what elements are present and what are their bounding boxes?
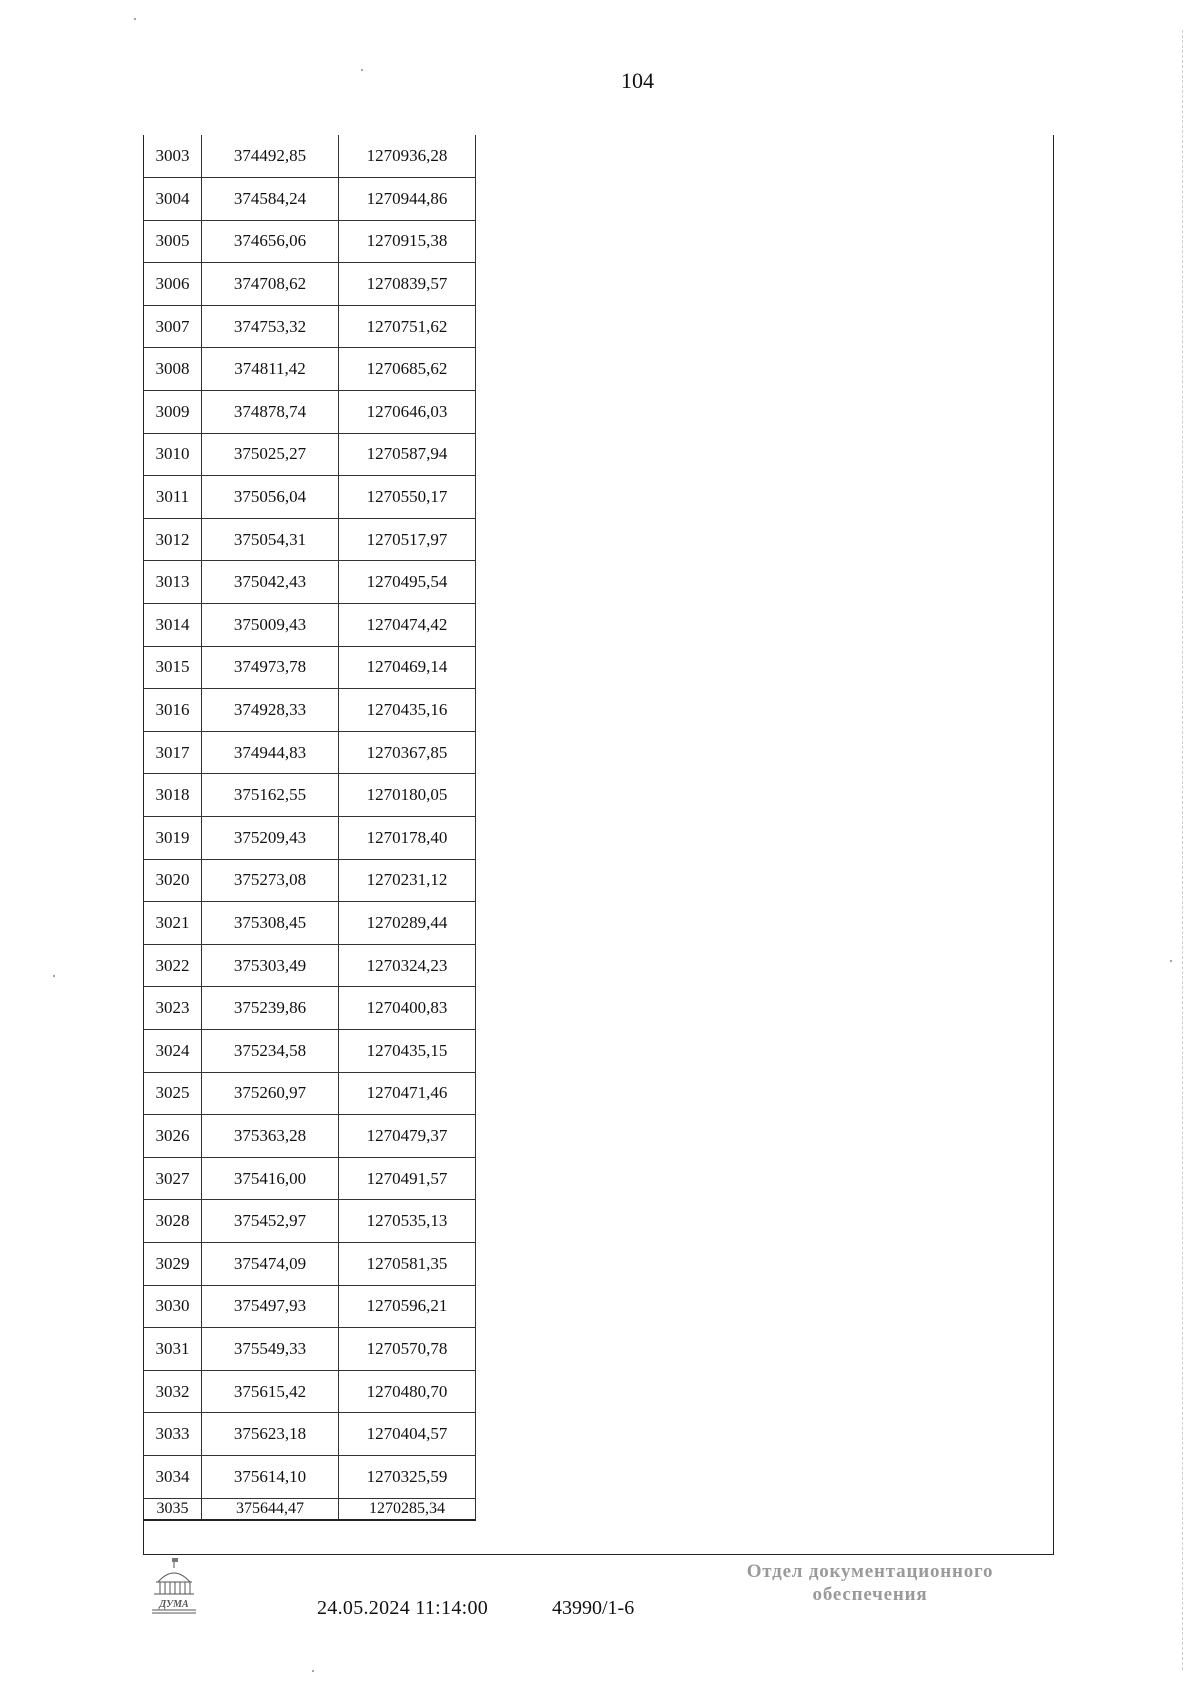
table-row [144, 348, 476, 391]
point-number-cell: 3007 [144, 305, 202, 348]
point-number-cell: 3017 [144, 731, 202, 774]
point-number-cell: 3019 [144, 817, 202, 860]
y-coordinate-cell: 1270285,34 [339, 1498, 476, 1520]
x-coordinate-cell: 375452,97 [202, 1200, 339, 1243]
table-row [144, 220, 476, 263]
y-coordinate-cell: 1270435,15 [339, 1029, 476, 1072]
y-coordinate-cell: 1270400,83 [339, 987, 476, 1030]
point-number-cell: 3008 [144, 348, 202, 391]
table-row [144, 1072, 476, 1115]
point-number-cell: 3005 [144, 220, 202, 263]
table-row [144, 518, 476, 561]
y-coordinate-cell: 1270479,37 [339, 1115, 476, 1158]
point-number-cell: 3004 [144, 178, 202, 221]
y-coordinate-cell: 1270480,70 [339, 1370, 476, 1413]
table-row [144, 1285, 476, 1328]
y-coordinate-cell: 1270944,86 [339, 178, 476, 221]
x-coordinate-cell: 375054,31 [202, 518, 339, 561]
print-datetime: 24.05.2024 11:14:00 [317, 1597, 489, 1619]
y-coordinate-cell: 1270839,57 [339, 263, 476, 306]
table-row [144, 987, 476, 1030]
document-number: 43990/1-6 [552, 1597, 635, 1619]
point-number-cell: 3030 [144, 1285, 202, 1328]
x-coordinate-cell: 375614,10 [202, 1455, 339, 1498]
x-coordinate-cell: 375623,18 [202, 1413, 339, 1456]
scan-speck [361, 69, 363, 71]
x-coordinate-cell: 375363,28 [202, 1115, 339, 1158]
x-coordinate-cell: 375209,43 [202, 817, 339, 860]
point-number-cell: 3024 [144, 1029, 202, 1072]
y-coordinate-cell: 1270495,54 [339, 561, 476, 604]
table-row [144, 1413, 476, 1456]
scan-speck [134, 18, 136, 20]
table-row [144, 305, 476, 348]
y-coordinate-cell: 1270685,62 [339, 348, 476, 391]
point-number-cell: 3010 [144, 433, 202, 476]
y-coordinate-cell: 1270435,16 [339, 689, 476, 732]
x-coordinate-cell: 375644,47 [202, 1498, 339, 1520]
y-coordinate-cell: 1270535,13 [339, 1200, 476, 1243]
scan-speck [53, 975, 55, 977]
x-coordinate-cell: 375497,93 [202, 1285, 339, 1328]
x-coordinate-cell: 374753,32 [202, 305, 339, 348]
y-coordinate-cell: 1270469,14 [339, 646, 476, 689]
point-number-cell: 3027 [144, 1157, 202, 1200]
y-coordinate-cell: 1270474,42 [339, 604, 476, 647]
point-number-cell: 3003 [144, 135, 202, 178]
y-coordinate-cell: 1270646,03 [339, 391, 476, 434]
scan-edge-line [1182, 30, 1184, 1670]
point-number-cell: 3023 [144, 987, 202, 1030]
point-number-cell: 3016 [144, 689, 202, 732]
x-coordinate-cell: 374811,42 [202, 348, 339, 391]
table-row [144, 135, 476, 178]
point-number-cell: 3033 [144, 1413, 202, 1456]
table-row [144, 1498, 476, 1520]
point-number-cell: 3028 [144, 1200, 202, 1243]
y-coordinate-cell: 1270596,21 [339, 1285, 476, 1328]
x-coordinate-cell: 374708,62 [202, 263, 339, 306]
point-number-cell: 3035 [144, 1498, 202, 1520]
x-coordinate-cell: 375234,58 [202, 1029, 339, 1072]
y-coordinate-cell: 1270231,12 [339, 859, 476, 902]
x-coordinate-cell: 375239,86 [202, 987, 339, 1030]
coordinates-table [143, 135, 476, 1521]
y-coordinate-cell: 1270517,97 [339, 518, 476, 561]
coordinates-table-body [144, 135, 476, 1520]
table-row [144, 1029, 476, 1072]
y-coordinate-cell: 1270751,62 [339, 305, 476, 348]
point-number-cell: 3011 [144, 476, 202, 519]
table-row [144, 1157, 476, 1200]
point-number-cell: 3015 [144, 646, 202, 689]
table-row [144, 774, 476, 817]
y-coordinate-cell: 1270471,46 [339, 1072, 476, 1115]
point-number-cell: 3012 [144, 518, 202, 561]
point-number-cell: 3031 [144, 1328, 202, 1371]
y-coordinate-cell: 1270178,40 [339, 817, 476, 860]
table-row [144, 263, 476, 306]
y-coordinate-cell: 1270324,23 [339, 944, 476, 987]
point-number-cell: 3014 [144, 604, 202, 647]
table-row [144, 561, 476, 604]
table-row [144, 731, 476, 774]
x-coordinate-cell: 375009,43 [202, 604, 339, 647]
department-stamp [700, 1560, 1040, 1606]
x-coordinate-cell: 374878,74 [202, 391, 339, 434]
table-row [144, 178, 476, 221]
y-coordinate-cell: 1270570,78 [339, 1328, 476, 1371]
table-row [144, 391, 476, 434]
svg-text:ДУМА: ДУМА [159, 1599, 189, 1610]
point-number-cell: 3029 [144, 1242, 202, 1285]
point-number-cell: 3034 [144, 1455, 202, 1498]
x-coordinate-cell: 375615,42 [202, 1370, 339, 1413]
y-coordinate-cell: 1270180,05 [339, 774, 476, 817]
point-number-cell: 3032 [144, 1370, 202, 1413]
table-row [144, 689, 476, 732]
duma-building-logo-icon [144, 1556, 204, 1616]
point-number-cell: 3006 [144, 263, 202, 306]
x-coordinate-cell: 375474,09 [202, 1242, 339, 1285]
table-row [144, 433, 476, 476]
table-row [144, 1115, 476, 1158]
x-coordinate-cell: 374584,24 [202, 178, 339, 221]
x-coordinate-cell: 374973,78 [202, 646, 339, 689]
x-coordinate-cell: 375162,55 [202, 774, 339, 817]
x-coordinate-cell: 375416,00 [202, 1157, 339, 1200]
table-row [144, 902, 476, 945]
y-coordinate-cell: 1270325,59 [339, 1455, 476, 1498]
point-number-cell: 3020 [144, 859, 202, 902]
point-number-cell: 3009 [144, 391, 202, 434]
y-coordinate-cell: 1270289,44 [339, 902, 476, 945]
table-row [144, 944, 476, 987]
x-coordinate-cell: 374944,83 [202, 731, 339, 774]
x-coordinate-cell: 375308,45 [202, 902, 339, 945]
y-coordinate-cell: 1270581,35 [339, 1242, 476, 1285]
y-coordinate-cell: 1270936,28 [339, 135, 476, 178]
x-coordinate-cell: 375025,27 [202, 433, 339, 476]
y-coordinate-cell: 1270404,57 [339, 1413, 476, 1456]
table-row [144, 1328, 476, 1371]
scan-speck [1170, 960, 1172, 962]
x-coordinate-cell: 375273,08 [202, 859, 339, 902]
table-row [144, 817, 476, 860]
point-number-cell: 3018 [144, 774, 202, 817]
scan-speck [312, 1670, 314, 1672]
page-number: 104 [621, 68, 654, 93]
x-coordinate-cell: 375303,49 [202, 944, 339, 987]
x-coordinate-cell: 374656,06 [202, 220, 339, 263]
x-coordinate-cell: 375042,43 [202, 561, 339, 604]
x-coordinate-cell: 375549,33 [202, 1328, 339, 1371]
table-row [144, 646, 476, 689]
table-row [144, 1242, 476, 1285]
y-coordinate-cell: 1270491,57 [339, 1157, 476, 1200]
x-coordinate-cell: 375056,04 [202, 476, 339, 519]
department-stamp-line2: обеспечения [812, 1584, 928, 1605]
point-number-cell: 3021 [144, 902, 202, 945]
point-number-cell: 3025 [144, 1072, 202, 1115]
department-stamp-line1: Отдел документационного [746, 1561, 994, 1582]
table-row [144, 1200, 476, 1243]
x-coordinate-cell: 375260,97 [202, 1072, 339, 1115]
x-coordinate-cell: 374928,33 [202, 689, 339, 732]
table-row [144, 1370, 476, 1413]
point-number-cell: 3022 [144, 944, 202, 987]
y-coordinate-cell: 1270550,17 [339, 476, 476, 519]
table-row [144, 476, 476, 519]
y-coordinate-cell: 1270587,94 [339, 433, 476, 476]
point-number-cell: 3026 [144, 1115, 202, 1158]
table-row [144, 1455, 476, 1498]
y-coordinate-cell: 1270915,38 [339, 220, 476, 263]
x-coordinate-cell: 374492,85 [202, 135, 339, 178]
point-number-cell: 3013 [144, 561, 202, 604]
table-row [144, 859, 476, 902]
y-coordinate-cell: 1270367,85 [339, 731, 476, 774]
table-row [144, 604, 476, 647]
